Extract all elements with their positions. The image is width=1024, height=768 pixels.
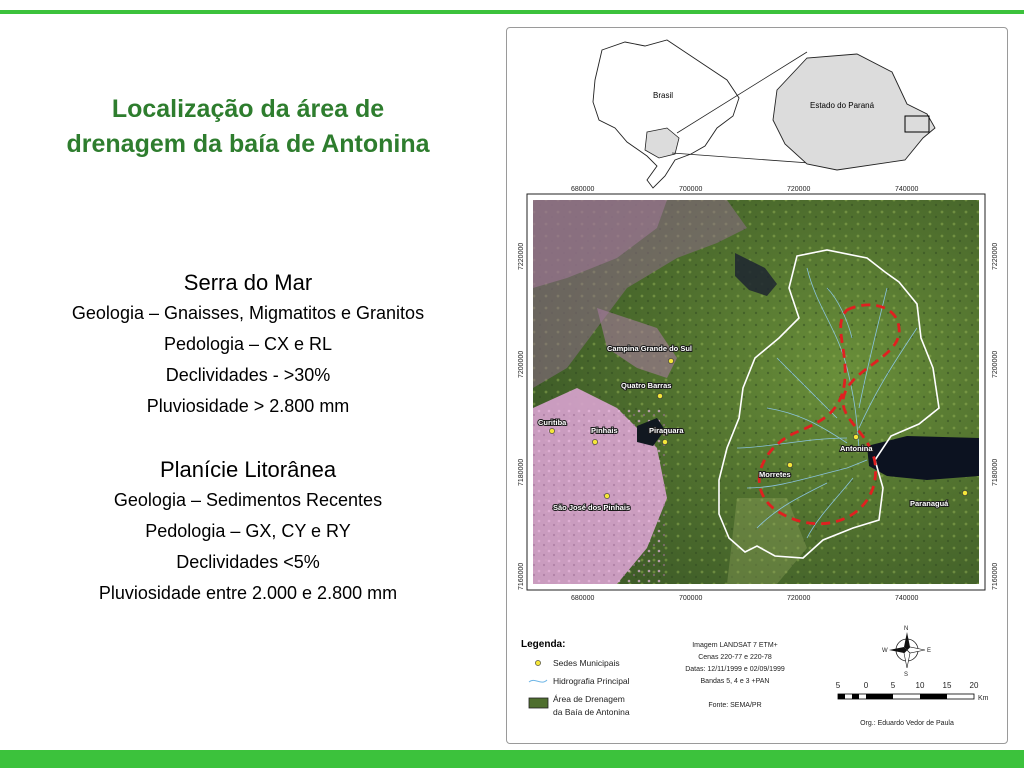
map-legend — [521, 639, 630, 717]
tick-right-7200000: 7200000 — [992, 350, 999, 378]
serra-title: Serra do Mar — [183, 270, 313, 295]
city-marker — [662, 439, 667, 444]
info-line-2: Cenas 220-77 e 220-78 — [698, 654, 772, 661]
tick-bottom-740000: 740000 — [895, 595, 919, 602]
map-author: Org.: Eduardo Vedor de Paula — [860, 720, 954, 727]
serra-geologia: Geologia – Gnaisses, Migmatitos e Granitos — [71, 303, 425, 323]
compass-rose-icon — [882, 626, 931, 678]
city-marker — [787, 462, 792, 467]
scale-label-3: 10 — [915, 681, 925, 690]
scale-label-4: 15 — [942, 681, 952, 690]
coordinate-ticks-left — [518, 243, 525, 590]
inset-parana-map — [773, 54, 935, 170]
coordinate-ticks-right — [992, 243, 999, 590]
tick-right-7220000: 7220000 — [992, 242, 999, 270]
serra-declividades: Declividades - >30% — [165, 365, 331, 385]
tick-right-7160000: 7160000 — [992, 562, 999, 590]
tick-left-7200000: 7200000 — [518, 350, 525, 378]
label-pinhais: Pinhais — [591, 426, 618, 435]
city-marker — [962, 490, 967, 495]
inset-brasil-label: Brasil — [653, 91, 674, 100]
scale-label-2: 5 — [890, 681, 896, 690]
title-line-1: Localização da área de — [111, 95, 385, 123]
scale-label-1: 0 — [863, 681, 869, 690]
compass-w: W — [882, 648, 888, 654]
city-marker — [853, 434, 858, 439]
legend-area-drenagem-2: da Baía de Antonina — [553, 707, 630, 717]
info-line-1: Imagem LANDSAT 7 ETM+ — [692, 642, 778, 649]
serra-pluviosidade: Pluviosidade > 2.800 mm — [146, 396, 350, 416]
label-antonina: Antonina — [840, 444, 873, 453]
tick-right-7180000: 7180000 — [992, 458, 999, 486]
scale-label-5: 20 — [969, 681, 979, 690]
city-marker — [549, 428, 554, 433]
compass-e: E — [927, 648, 932, 654]
scale-bar — [836, 681, 989, 702]
legend-city-symbol — [535, 660, 540, 665]
planicie-litoranea-section — [10, 455, 486, 609]
legend-hidrografia-principal: Hidrografia Principal — [553, 676, 630, 686]
label-piraquara: Piraquara — [649, 426, 684, 435]
compass-n: N — [904, 626, 909, 632]
image-info — [685, 642, 785, 709]
location-map-figure — [506, 27, 1008, 744]
city-marker — [668, 358, 673, 363]
tick-left-7220000: 7220000 — [518, 242, 525, 270]
tick-left-7180000: 7180000 — [518, 458, 525, 486]
city-marker — [592, 439, 597, 444]
planicie-geologia: Geologia – Sedimentos Recentes — [113, 490, 383, 510]
tick-bottom-680000: 680000 — [571, 595, 595, 602]
satellite-image — [533, 200, 979, 584]
label-paranagua: Paranaguá — [910, 499, 949, 508]
tick-top-680000: 680000 — [571, 186, 595, 193]
info-source: Fonte: SEMA/PR — [708, 702, 762, 709]
planicie-title: Planície Litorânea — [159, 457, 337, 482]
label-quatro-barras: Quatro Barras — [621, 381, 672, 390]
serra-do-mar-section — [10, 268, 486, 422]
label-curitiba: Curitiba — [538, 418, 567, 427]
legend-title: Legenda: — [521, 639, 566, 650]
tick-top-700000: 700000 — [679, 186, 703, 193]
title-line-2: drenagem da baía de Antonina — [66, 130, 430, 158]
tick-top-720000: 720000 — [787, 186, 811, 193]
coordinate-ticks-top — [571, 186, 918, 193]
bottom-accent-bar — [0, 750, 1024, 768]
planicie-declividades: Declividades <5% — [176, 552, 320, 572]
inset-parana-label: Estado do Paraná — [810, 101, 875, 110]
compass-s: S — [904, 672, 909, 678]
top-accent-bar — [0, 10, 1024, 14]
legend-sedes-municipais: Sedes Municipais — [553, 658, 620, 668]
tick-left-7160000: 7160000 — [518, 562, 525, 590]
slide-title — [20, 92, 476, 162]
label-campina-grande-do-sul: Campina Grande do Sul — [607, 344, 693, 353]
scale-label-0: 5 — [835, 681, 841, 690]
city-marker — [657, 393, 662, 398]
info-line-4: Bandas 5, 4 e 3 +PAN — [700, 678, 770, 685]
info-line-3: Datas: 12/11/1999 e 02/09/1999 — [685, 666, 785, 673]
planicie-pedologia: Pedologia – GX, CY e RY — [145, 521, 351, 541]
tick-bottom-700000: 700000 — [679, 595, 703, 602]
legend-drainage-area-symbol — [529, 698, 548, 708]
legend-river-symbol — [529, 680, 547, 682]
scale-unit: Km — [978, 695, 989, 702]
legend-area-drenagem-1: Área de Drenagem — [553, 694, 625, 704]
label-sao-jose-dos-pinhais: São José dos Pinhais — [553, 503, 631, 512]
label-morretes: Morretes — [759, 470, 791, 479]
planicie-pluviosidade: Pluviosidade entre 2.000 e 2.800 mm — [98, 583, 398, 603]
city-marker — [604, 493, 609, 498]
coordinate-ticks-bottom — [571, 595, 918, 602]
tick-top-740000: 740000 — [895, 186, 919, 193]
tick-bottom-720000: 720000 — [787, 595, 811, 602]
serra-pedologia: Pedologia – CX e RL — [163, 334, 333, 354]
